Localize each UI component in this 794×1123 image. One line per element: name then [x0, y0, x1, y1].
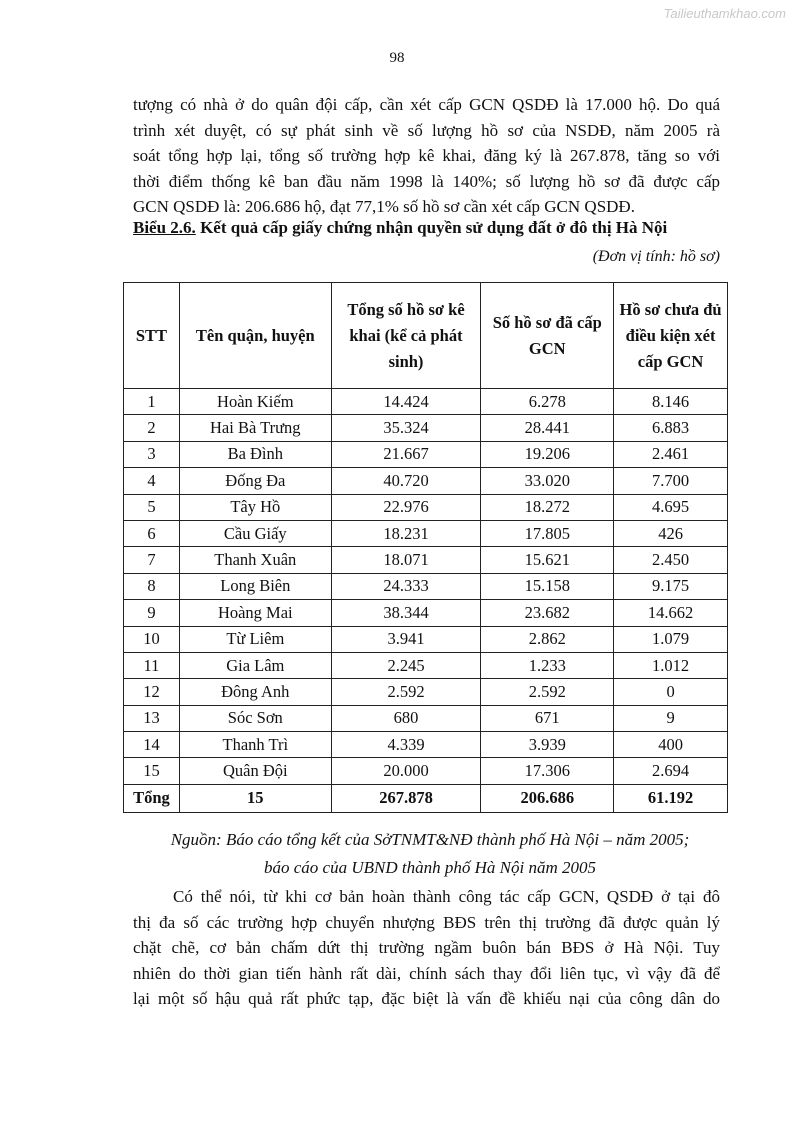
cell-not-eligible: 400: [614, 732, 728, 758]
cell-total-declared: 2.592: [331, 679, 481, 705]
table-row: [124, 573, 728, 599]
results-table: [123, 282, 728, 813]
header-not-eligible: Hồ sơ chưa đủ điều kiện xét cấp GCN: [614, 283, 728, 389]
cell-not-eligible: 1.079: [614, 626, 728, 652]
body-line: chặt chẽ, cơ bản chấm dứt thị trường ngầm buôn bán BĐS ở Hà Nội. Tuy: [133, 938, 720, 958]
table-row: [124, 652, 728, 678]
cell-stt: 12: [124, 679, 180, 705]
unit-note: (Đơn vị tính: hồ sơ): [592, 248, 720, 265]
cell-stt: 3: [124, 441, 180, 467]
cell-not-eligible: 14.662: [614, 600, 728, 626]
cell-not-eligible: 9.175: [614, 573, 728, 599]
cell-certificates-issued: 17.805: [481, 520, 614, 546]
cell-stt: 1: [124, 389, 180, 415]
cell-total-declared: 680: [331, 705, 481, 731]
cell-district: Long Biên: [179, 573, 331, 599]
cell-district: Thanh Xuân: [179, 547, 331, 573]
cell-stt: 5: [124, 494, 180, 520]
intro-line: thời điểm thống kê ban đầu năm 1998 là 140%; số lượng hồ sơ đã được cấp: [133, 171, 720, 191]
cell-district: Đông Anh: [179, 679, 331, 705]
cell-total-declared: 18.231: [331, 520, 481, 546]
header-stt: STT: [124, 283, 180, 389]
cell-certificates-issued: 6.278: [481, 389, 614, 415]
intro-line: soát tổng hợp lại, tổng số trường hợp kê khai, đăng ký là 267.878, tăng so với: [133, 146, 720, 166]
cell-not-eligible: 0: [614, 679, 728, 705]
cell-district: Đống Đa: [179, 468, 331, 494]
body-line: nhiên do thời gian tiến hành rất dài, chính sách thay đổi liên tục, vì vậy đã để: [133, 963, 720, 983]
cell-certificates-issued: 28.441: [481, 415, 614, 441]
cell-district: Hoàn Kiếm: [179, 389, 331, 415]
source-line: Nguồn: Báo cáo tổng kết của SởTNMT&NĐ thành phố Hà Nội – năm 2005;: [170, 830, 690, 849]
total-issued: 206.686: [481, 784, 614, 812]
total-count: 15: [179, 784, 331, 812]
header-district: Tên quận, huyện: [179, 283, 331, 389]
cell-stt: 11: [124, 652, 180, 678]
cell-total-declared: 20.000: [331, 758, 481, 784]
cell-stt: 13: [124, 705, 180, 731]
cell-total-declared: 3.941: [331, 626, 481, 652]
cell-certificates-issued: 17.306: [481, 758, 614, 784]
cell-certificates-issued: 23.682: [481, 600, 614, 626]
table-title-text: Kết quả cấp giấy chứng nhận quyền sử dụng đất ở đô thị Hà Nội: [195, 218, 668, 237]
cell-district: Quân Đội: [179, 758, 331, 784]
cell-stt: 9: [124, 600, 180, 626]
cell-stt: 10: [124, 626, 180, 652]
cell-certificates-issued: 1.233: [481, 652, 614, 678]
cell-district: Tây Hồ: [179, 494, 331, 520]
table-row: [124, 415, 728, 441]
cell-not-eligible: 426: [614, 520, 728, 546]
cell-total-declared: 2.245: [331, 652, 481, 678]
source-line: báo cáo của UBND thành phố Hà Nội năm 2005: [264, 858, 596, 877]
table-row: [124, 679, 728, 705]
cell-total-declared: 40.720: [331, 468, 481, 494]
table-total-row: [124, 784, 728, 812]
cell-not-eligible: 6.883: [614, 415, 728, 441]
cell-certificates-issued: 2.862: [481, 626, 614, 652]
table-row: [124, 705, 728, 731]
cell-total-declared: 21.667: [331, 441, 481, 467]
cell-stt: 4: [124, 468, 180, 494]
table-row: [124, 732, 728, 758]
cell-total-declared: 35.324: [331, 415, 481, 441]
cell-not-eligible: 4.695: [614, 494, 728, 520]
total-declared: 267.878: [331, 784, 481, 812]
header-total-declared: Tổng số hồ sơ kê khai (kể cả phát sinh): [331, 283, 481, 389]
total-label: Tổng: [124, 784, 180, 812]
table-row: [124, 468, 728, 494]
body-line: thị đa số các trường hợp chuyển nhượng BĐS trên thị trường đã được quản lý: [133, 912, 720, 932]
cell-stt: 14: [124, 732, 180, 758]
body-paragraph: [133, 884, 720, 1012]
cell-district: Sóc Sơn: [179, 705, 331, 731]
cell-stt: 15: [124, 758, 180, 784]
cell-district: Thanh Trì: [179, 732, 331, 758]
table-title: [133, 218, 723, 238]
cell-total-declared: 18.071: [331, 547, 481, 573]
cell-certificates-issued: 15.158: [481, 573, 614, 599]
cell-certificates-issued: 671: [481, 705, 614, 731]
table-row: [124, 441, 728, 467]
watermark: Tailieuthamkhao.com: [663, 6, 786, 21]
table-header-row: [124, 283, 728, 389]
cell-stt: 6: [124, 520, 180, 546]
cell-not-eligible: 7.700: [614, 468, 728, 494]
cell-certificates-issued: 19.206: [481, 441, 614, 467]
cell-not-eligible: 2.461: [614, 441, 728, 467]
cell-district: Gia Lâm: [179, 652, 331, 678]
body-line: lại một số hậu quả rất phức tạp, đặc biệt là vấn đề khiếu nại của công dân do: [133, 989, 720, 1009]
cell-total-declared: 14.424: [331, 389, 481, 415]
cell-certificates-issued: 2.592: [481, 679, 614, 705]
total-not-eligible: 61.192: [614, 784, 728, 812]
cell-not-eligible: 9: [614, 705, 728, 731]
cell-stt: 7: [124, 547, 180, 573]
cell-stt: 8: [124, 573, 180, 599]
cell-not-eligible: 8.146: [614, 389, 728, 415]
header-certificates-issued: Số hồ sơ đã cấp GCN: [481, 283, 614, 389]
table-row: [124, 758, 728, 784]
cell-district: Cầu Giấy: [179, 520, 331, 546]
cell-total-declared: 22.976: [331, 494, 481, 520]
source-note: [80, 826, 780, 882]
cell-not-eligible: 2.694: [614, 758, 728, 784]
cell-not-eligible: 2.450: [614, 547, 728, 573]
cell-district: Từ Liêm: [179, 626, 331, 652]
page-number: 98: [389, 50, 405, 66]
table-body: [124, 389, 728, 785]
table-row: [124, 520, 728, 546]
intro-paragraph: [133, 92, 720, 220]
intro-line: trình xét duyệt, có sự phát sinh về số lượng hồ sơ của NSDĐ, năm 2005 rà: [133, 120, 720, 140]
cell-certificates-issued: 18.272: [481, 494, 614, 520]
intro-line: tượng có nhà ở do quân đội cấp, cần xét cấp GCN QSDĐ là 17.000 hộ. Do quá: [133, 95, 720, 114]
cell-certificates-issued: 33.020: [481, 468, 614, 494]
cell-total-declared: 4.339: [331, 732, 481, 758]
body-line: Có thể nói, từ khi cơ bản hoàn thành công tác cấp GCN, QSDĐ ở tại đô: [173, 887, 720, 906]
table-row: [124, 389, 728, 415]
cell-certificates-issued: 3.939: [481, 732, 614, 758]
table-row: [124, 600, 728, 626]
table-row: [124, 547, 728, 573]
intro-line: GCN QSDĐ là: 206.686 hộ, đạt 77,1% số hồ sơ cần xét cấp GCN QSDĐ.: [133, 197, 635, 217]
cell-district: Hoàng Mai: [179, 600, 331, 626]
table-row: [124, 494, 728, 520]
cell-not-eligible: 1.012: [614, 652, 728, 678]
cell-certificates-issued: 15.621: [481, 547, 614, 573]
cell-total-declared: 38.344: [331, 600, 481, 626]
cell-district: Ba Đình: [179, 441, 331, 467]
table-row: [124, 626, 728, 652]
table-figure-label: Biểu 2.6.: [133, 218, 196, 237]
cell-total-declared: 24.333: [331, 573, 481, 599]
cell-district: Hai Bà Trưng: [179, 415, 331, 441]
cell-stt: 2: [124, 415, 180, 441]
